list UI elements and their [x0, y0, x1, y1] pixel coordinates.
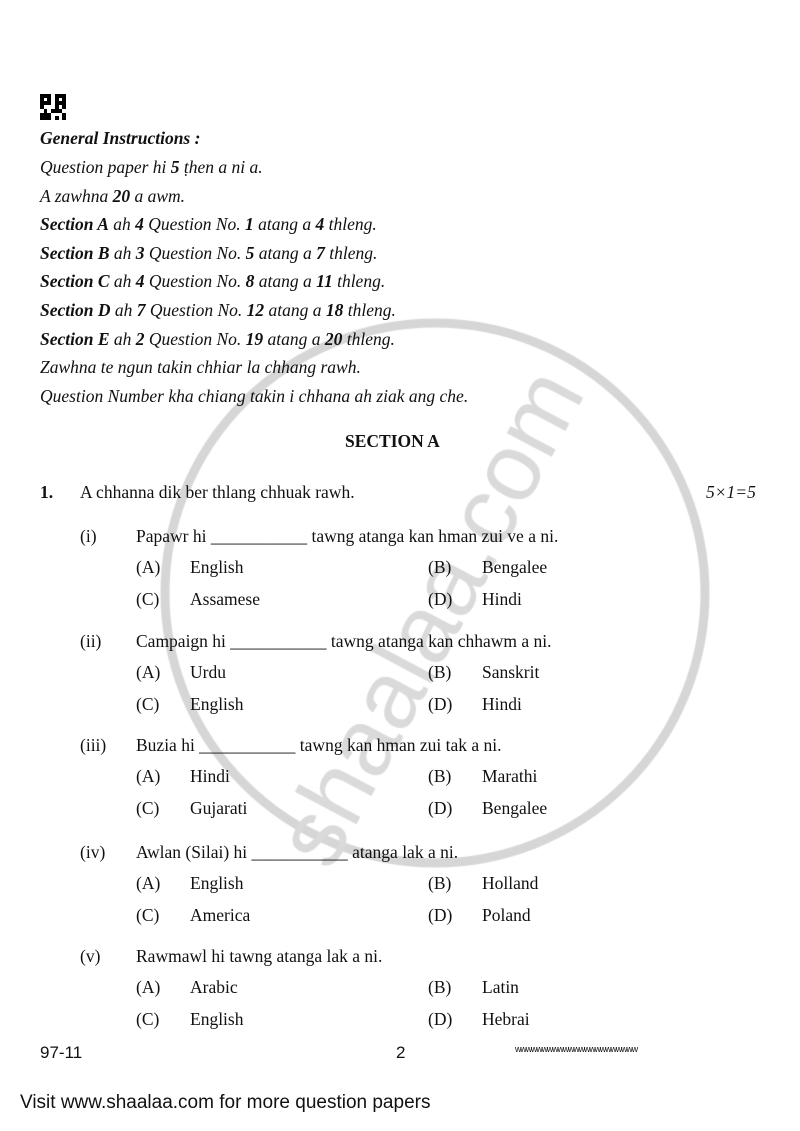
- option-label: (C): [136, 1008, 160, 1029]
- subquestion-text: Buzia hi ___________ tawng kan hman zui tak a ni.: [136, 735, 502, 755]
- instruction-segment: 4: [135, 214, 144, 235]
- subquestion-number: (iii): [80, 735, 107, 755]
- instruction-segment: 5: [245, 242, 255, 263]
- instruction-segment: atang a: [254, 242, 317, 263]
- instruction-segment: 12: [246, 300, 265, 320]
- option-text: Poland: [482, 904, 531, 925]
- subquestion-number: (v): [80, 946, 101, 966]
- option-text: America: [190, 904, 251, 925]
- instruction-segment: Zawhna te ngun takin chhiar la chhang rawh.: [40, 357, 361, 378]
- instruction-segment: ah: [109, 328, 136, 349]
- subquestion-number: (iv): [80, 842, 106, 862]
- instruction-segment: Section B: [40, 242, 110, 263]
- instruction-segment: ah: [108, 214, 136, 235]
- instruction-segment: thleng.: [324, 214, 377, 235]
- footer-wavy-line: wwwwwwwwwwwwwwwwwwwwwww: [515, 1044, 637, 1054]
- instruction-segment: Section C: [40, 271, 110, 292]
- instruction-segment: Section D: [40, 300, 111, 320]
- option-text: Bengalee: [482, 797, 548, 818]
- footer-page-number: 2: [396, 1043, 406, 1062]
- instruction-segment: 4: [135, 271, 145, 292]
- instruction-segment: Question No.: [144, 242, 246, 263]
- instruction-segment: A zawhna: [40, 185, 113, 206]
- instruction-line: [40, 157, 263, 178]
- option-text: Hindi: [482, 588, 522, 609]
- section-title: SECTION A: [345, 431, 440, 451]
- question-number: 1.: [40, 482, 54, 502]
- option-label: (D): [428, 693, 453, 714]
- option-text: English: [190, 873, 244, 893]
- option-label: (B): [428, 766, 452, 786]
- option-text: Hebrai: [482, 1008, 530, 1029]
- option-label: (C): [136, 693, 160, 714]
- instruction-segment: Section A: [40, 214, 109, 235]
- option-text: Arabic: [190, 977, 238, 997]
- instruction-segment: 1: [245, 214, 254, 235]
- option-label: (C): [136, 588, 160, 609]
- instruction-segment: 20: [112, 185, 131, 206]
- option-label: (B): [428, 557, 452, 577]
- option-label: (D): [428, 904, 453, 925]
- instruction-segment: Question No.: [144, 328, 246, 349]
- footer-code: 97-11: [40, 1043, 83, 1062]
- option-label: (B): [428, 977, 452, 997]
- instruction-segment: Question No.: [143, 214, 245, 235]
- instruction-line: [40, 329, 395, 350]
- subquestion-number: (i): [80, 526, 97, 546]
- instruction-line: [40, 357, 361, 378]
- instruction-segment: thleng.: [332, 271, 386, 292]
- instruction-segment: 18: [325, 300, 344, 320]
- qr-code-icon: [40, 94, 66, 120]
- instruction-segment: 8: [245, 271, 255, 292]
- option-text: English: [190, 693, 244, 714]
- instruction-segment: Section E: [40, 328, 110, 349]
- option-label: (C): [136, 904, 160, 925]
- instruction-segment: Question Number kha chiang takin i chhana ah ziak ang che.: [40, 385, 469, 406]
- option-label: (B): [428, 873, 452, 893]
- instruction-segment: ṭhen a ni a.: [179, 157, 263, 177]
- instruction-segment: a awm.: [130, 185, 186, 206]
- option-label: (A): [136, 766, 161, 786]
- subquestion-number: (ii): [80, 631, 102, 651]
- option-label: (A): [136, 557, 161, 577]
- option-label: (A): [136, 873, 161, 893]
- option-label: (D): [428, 797, 453, 818]
- instruction-line: [40, 186, 185, 207]
- instruction-segment: 11: [316, 271, 333, 292]
- option-text: Urdu: [190, 662, 226, 682]
- subquestion-text: Papawr hi ___________ tawng atanga kan hman zui ve a ni.: [136, 526, 559, 546]
- instruction-segment: thleng.: [343, 300, 396, 320]
- visit-link[interactable]: Visit www.shaalaa.com for more question papers: [20, 1092, 431, 1113]
- instruction-segment: 5: [170, 157, 180, 177]
- instruction-segment: 19: [245, 328, 264, 349]
- option-text: Bengalee: [482, 557, 548, 577]
- option-label: (D): [428, 1008, 453, 1029]
- option-text: Hindi: [482, 693, 522, 714]
- instruction-segment: ah: [110, 300, 137, 320]
- option-text: English: [190, 1008, 244, 1029]
- option-text: Marathi: [482, 766, 538, 786]
- instruction-segment: 3: [135, 242, 145, 263]
- instructions-title: General Instructions :: [40, 128, 201, 148]
- subquestion-text: Campaign hi ___________ tawng atanga kan chhawm a ni.: [136, 631, 552, 651]
- instruction-segment: thleng.: [324, 242, 378, 263]
- option-label: (A): [136, 662, 161, 682]
- instruction-segment: ah: [109, 271, 136, 292]
- instruction-segment: Question No.: [145, 300, 247, 320]
- instruction-segment: Question No.: [144, 271, 246, 292]
- option-label: (C): [136, 797, 160, 818]
- option-text: Gujarati: [190, 797, 248, 818]
- option-text: English: [190, 557, 244, 577]
- instruction-segment: atang a: [254, 271, 317, 292]
- option-label: (D): [428, 588, 453, 609]
- option-label: (B): [428, 662, 452, 682]
- instruction-segment: thleng.: [342, 328, 395, 349]
- instruction-segment: atang a: [253, 214, 316, 235]
- subquestion-text: Awlan (Silai) hi ___________ atanga lak a ni.: [136, 842, 459, 862]
- instruction-line: [40, 271, 385, 292]
- instruction-segment: Question paper hi: [40, 157, 171, 177]
- instruction-line: [40, 214, 377, 235]
- instruction-line: [40, 300, 396, 321]
- subquestion-text: Rawmawl hi tawng atanga lak a ni.: [136, 946, 383, 966]
- instruction-segment: 4: [315, 214, 325, 235]
- instruction-segment: 7: [136, 300, 146, 320]
- instruction-segment: 7: [316, 242, 325, 263]
- instruction-segment: atang a: [264, 300, 326, 320]
- option-text: Hindi: [190, 766, 230, 786]
- option-label: (A): [136, 977, 161, 997]
- instruction-segment: 20: [324, 328, 343, 349]
- instruction-segment: ah: [109, 242, 136, 263]
- option-text: Latin: [482, 977, 519, 997]
- option-text: Assamese: [190, 588, 260, 609]
- option-text: Sanskrit: [482, 662, 540, 682]
- option-text: Holland: [482, 873, 539, 893]
- instruction-segment: 2: [135, 328, 145, 349]
- instruction-line: [40, 386, 468, 407]
- instruction-segment: atang a: [263, 328, 325, 349]
- instruction-line: [40, 243, 377, 264]
- question-text: A chhanna dik ber thlang chhuak rawh.: [80, 482, 355, 502]
- question-marks: 5×1=5: [706, 482, 756, 502]
